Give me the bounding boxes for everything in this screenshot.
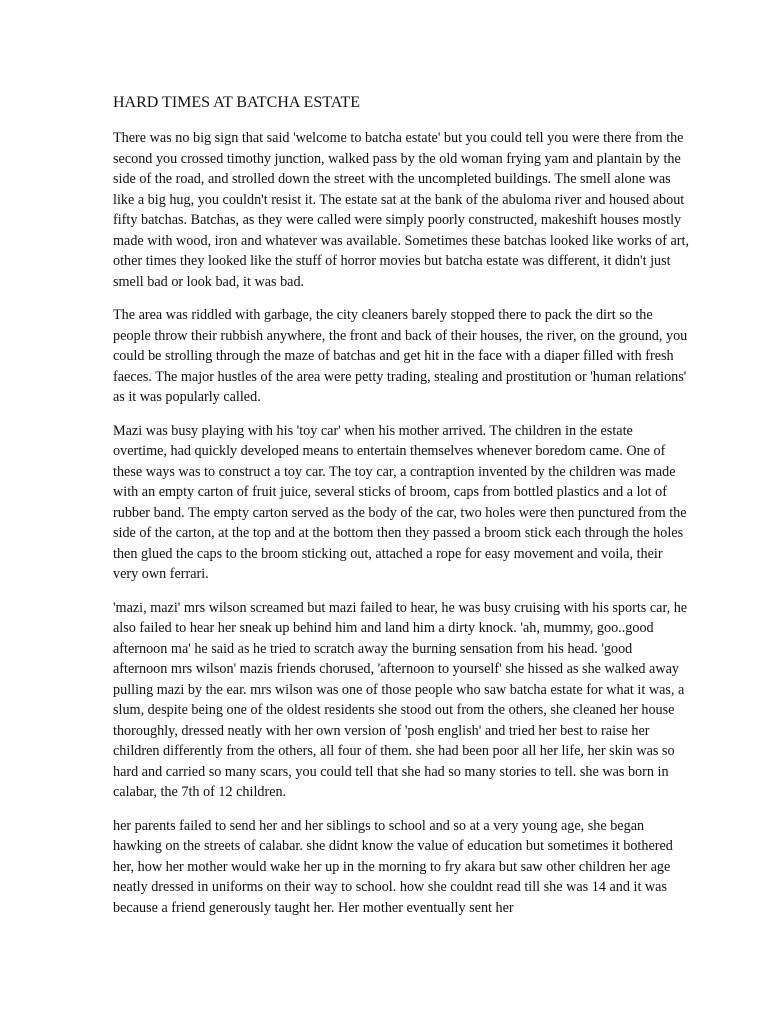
document-title: HARD TIMES AT BATCHA ESTATE bbox=[113, 94, 361, 111]
paragraph-4: 'mazi, mazi' mrs wilson screamed but mazi failed to hear, he was busy cruising with his sports car, he also failed to hear her sneak up behind him and land him a dirty knock. 'ah, mummy, goo..good afternoon ma' he said as he tried to scratch away the burning sensation from his head. 'good afternoon mrs wilson' mazis friends chorused, 'afternoon to yourself' she hissed as she walked away pulling mazi by the ear. mrs wilson was one of those people who saw batcha estate for what it was, a slum, despite being one of the oldest residents she stood out from the others, she cleaned her house thoroughly, dressed neatly with her own version of 'posh english' and tried her best to raise her children differently from the others, all four of them. she had been poor all her life, her skin was so hard and carried so many scars, you could tell that she had so many stories to tell. she was born in calabar, the 7th of 12 children. bbox=[113, 599, 688, 800]
document-page bbox=[113, 93, 689, 931]
paragraph-3: Mazi was busy playing with his 'toy car' when his mother arrived. The children in the estate overtime, had quickly developed means to entertain themselves whenever boredom came. One of these ways was to construct a toy car. The toy car, a contraption invented by the children was made with an empty carton of fruit juice, several sticks of broom, caps from bottled plastics and a lot of rubber band. The empty carton served as the body of the car, two holes were then punctured from the side of the carton, at the top and at the bottom then they passed a broom stick each through the holes then glued the caps to the broom sticking out, attached a rope for easy movement and voila, their very own ferrari. bbox=[113, 422, 687, 582]
paragraph-2: The area was riddled with garbage, the city cleaners barely stopped there to pack the dirt so the people throw their rubbish anywhere, the front and back of their houses, the river, on the ground, you could be strolling through the maze of batchas and get hit in the face with a diaper filled with fresh faeces. The major hustles of the area were petty trading, stealing and prostitution or 'human relations' as it was popularly called. bbox=[113, 307, 688, 405]
paragraph-1: There was no big sign that said 'welcome to batcha estate' but you could tell you were there from the second you crossed timothy junction, walked pass by the old woman frying yam and plantain by the side of the road, and strolled down the street with the uncompleted buildings. The smell alone was like a big hug, you couldn't resist it. The estate sat at the bank of the abuloma river and housed about fifty batchas. Batchas, as they were called were simply poorly constructed, makeshift houses mostly made with wood, iron and whatever was available. Sometimes these batchas looked like works of art, other times they looked like the stuff of horror movies but batcha estate was different, it didn't just smell bad or look bad, it was bad. bbox=[113, 130, 690, 290]
paragraph-5: her parents failed to send her and her siblings to school and so at a very young age, she began hawking on the streets of calabar. she didnt know the value of education but sometimes it bothered her, how her mother would wake her up in the morning to fry akara but saw other children her age neatly dressed in uniforms on their way to school. how she couldnt read till she was 14 and it was because a friend generously taught her. Her mother eventually sent her bbox=[113, 817, 673, 916]
